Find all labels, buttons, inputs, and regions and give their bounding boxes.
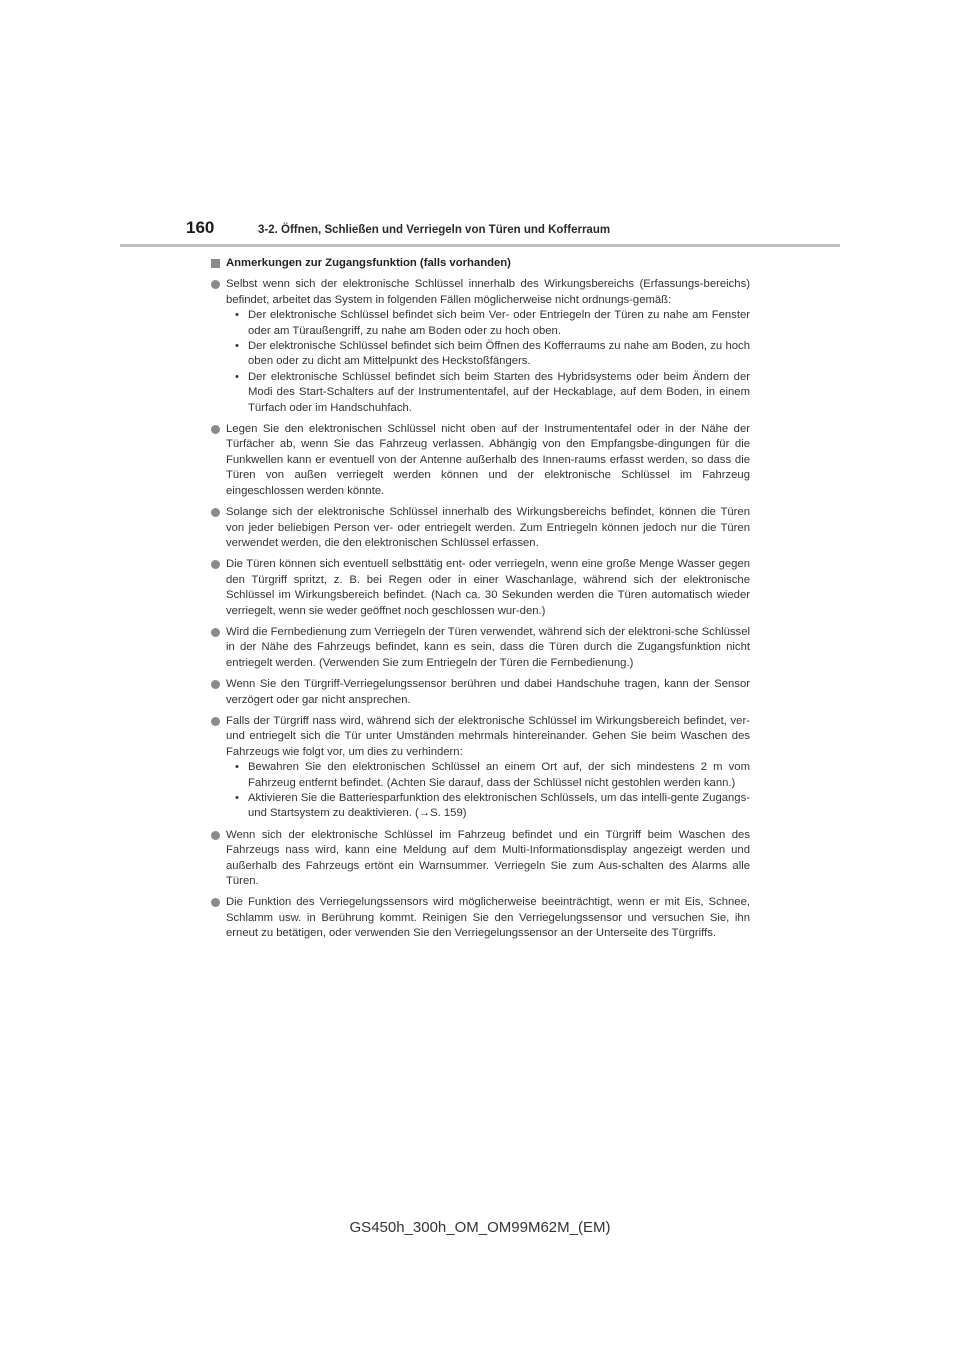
list-item-text: Solange sich der elektronische Schlüssel innerhalb des Wirkungsbereichs befindet, können die Türen von jeder beliebigen Person ver- oder entriegelt werden. Zum Entriegeln können jedoch nur die Türen verwendet werden, die den elektronischen Schlüssel erfassen. [226,506,750,549]
small-bullet-icon: • [235,792,239,804]
page-number: 160 [186,218,215,237]
circle-bullet-icon [211,280,220,289]
circle-bullet-icon [211,628,220,637]
list-item-text: Selbst wenn sich der elektronische Schlüssel innerhalb des Wirkungsbereichs (Erfassungs-bereichs) befindet, arbeitet das System in folgenden Fällen möglicherweise nicht ordnungs-gemäß: [226,278,750,306]
circle-bullet-icon [211,831,220,840]
small-bullet-icon: • [235,761,239,774]
circle-bullet-icon [211,560,220,569]
list-item-text: Die Türen können sich eventuell selbsttätig ent- oder verriegeln, wenn eine große Menge Wasser gegen den Türgriff spritzt, z. B. bei Regen oder in einer Waschanlage, während sich der elektronische Schlüssel im Wirkungsbereich befindet. (Nach ca. 30 Sekunden werden die Türen automatisch wieder verriegelt, wenn sie weder geöffnet noch geschlossen wur-den.) [226,558,750,617]
sub-item-list [210,308,750,416]
list-item [210,505,750,551]
circle-bullet-icon [211,680,220,689]
list-item-text: Die Funktion des Verriegelungssensors wird möglicherweise beeinträchtigt, wenn er mit Eis, Schnee, Schlamm usw. in Berührung kommt. Reinigen Sie den Verriegelungssensor und versuchen Sie, ihn erneut zu betätigen, oder verwenden Sie den Verriegelungssensor an der Unterseite des Türgriffs. [226,896,750,940]
list-item-text: Legen Sie den elektronischen Schlüssel nicht oben auf der Instrumententafel oder in der Nähe der Türfächer ab, wenn Sie das Fahrzeug verlassen. Abhängig von den Empfangsbe-dingungen für die Funkwellen kann er eventuell von der Antenne außerhalb des Innen-raums erfasst werden, so dass die Türen von außen verriegelt werden können und der elektronische Schlüssel im Fahrzeug eingeschlossen werden könnte. [226,423,750,497]
list-item [210,557,750,619]
circle-bullet-icon [211,508,220,517]
list-item [210,277,750,308]
small-bullet-icon: • [235,309,239,322]
list-item [210,714,750,760]
circle-bullet-icon [211,425,220,434]
sub-list-item [210,791,750,822]
square-bullet-icon [211,259,220,268]
main-content [210,256,750,948]
list-item-text: Wenn Sie den Türgriff-Verriegelungssensor berühren und dabei Handschuhe tragen, kann der Sensor verzögert oder gar nicht ansprechen. [226,678,750,706]
section-subheading [210,256,750,271]
small-bullet-icon: • [235,340,239,353]
sub-list-item-text: Bewahren Sie den elektronischen Schlüssel an einem Ort auf, der sich mindestens 2 m vom Fahrzeug entfernt befindet. (Achten Sie darauf, dass der Schlüssel nicht gestohlen werden kann.) [248,761,750,789]
list-item [210,895,750,941]
circle-bullet-icon [211,898,220,907]
sub-list-item [210,760,750,791]
list-item-text: Wird die Fernbedienung zum Verriegeln der Türen verwendet, während sich der elektroni-sche Schlüssel in der Nähe des Fahrzeugs befindet, kann es sein, dass die Türen durch die Zugangsfunktion nicht entriegelt werden. (Verwenden Sie zum Entriegeln der Türen die Fernbedienung.) [226,625,750,669]
circle-bullet-icon [211,717,220,726]
small-bullet-icon: • [235,370,239,383]
sub-item-list [210,760,750,822]
list-item [210,422,750,499]
list-item [210,677,750,708]
sub-list-item-text: Der elektronische Schlüssel befindet sich beim Öffnen des Kofferraums zu nahe am Boden, zu hoch oben oder zu dicht am Mittelpunkt des Heckstoßfängers. [248,340,750,368]
list-item-text: Wenn sich der elektronische Schlüssel im Fahrzeug befindet und ein Türgriff beim Waschen des Fahrzeugs nass wird, kann eine Meldung auf dem Multi-Informationsdisplay angezeigt werden und außerhalb des Fahrzeugs ertönt ein Warnsummer. Verriegeln Sie zum Aus-schalten des Alarms alle Türen. [226,828,750,888]
sub-list-item [210,308,750,339]
list-item-text: Falls der Türgriff nass wird, während sich der elektronische Schlüssel im Wirkungsbereich befindet, ver- und entriegelt sich die Tür unter Umständen mehrmals hintereinander. Gehen Sie beim Waschen des Fahrzeugs wie folgt vor, um dies zu verhindern: [226,714,750,758]
item-list [210,277,750,941]
sub-list-item-text: Aktivieren Sie die Batteriesparfunktion des elektronischen Schlüssels, um das intelli-gente Zugangs- und Startsystem zu deaktivieren. (→S. 159) [248,792,750,820]
list-item [210,625,750,671]
sub-list-item [210,339,750,370]
subheading-text: Anmerkungen zur Zugangsfunktion (falls vorhanden) [226,257,511,269]
list-item [210,828,750,890]
sub-list-item [210,370,750,416]
document-footer: GS450h_300h_OM_OM99M62M_(EM) [349,1219,611,1236]
sub-list-item-text: Der elektronische Schlüssel befindet sich beim Starten des Hybridsystems oder beim Ändern der Modi des Start-Schalters auf der Instrumententafel, auf der Heckablage, auf dem Boden, in einem Türfach oder im Handschuhfach. [248,370,750,414]
header-divider [120,244,840,247]
section-title: 3-2. Öffnen, Schließen und Verriegeln von Türen und Kofferraum [258,224,611,236]
sub-list-item-text: Der elektronische Schlüssel befindet sich beim Ver- oder Entriegeln der Türen zu nahe am Fenster oder am Türaußengriff, zu nahe am Boden oder zu hoch oben. [248,309,750,337]
